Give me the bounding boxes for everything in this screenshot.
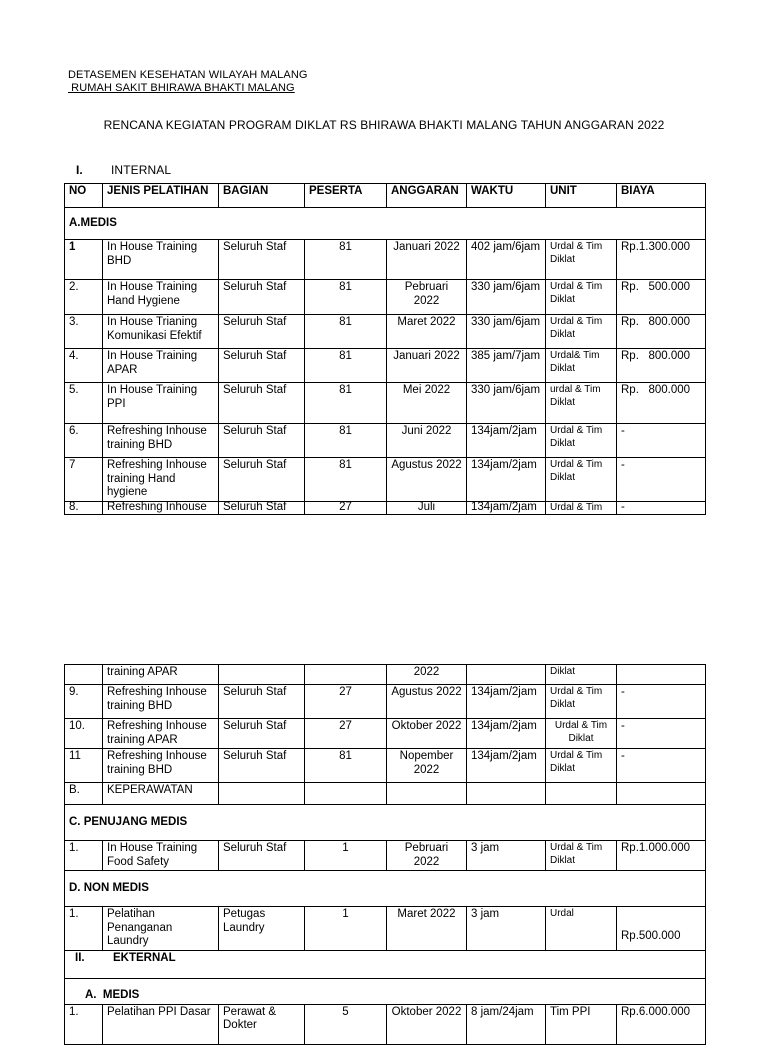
table-row [65, 685, 706, 719]
cell-unit: Urdal & Tim Diklat [546, 424, 617, 458]
cell-anggaran: Januari 2022 [387, 240, 467, 280]
cell-biaya: - [617, 458, 706, 502]
col-header-peserta: PESERTA [305, 184, 387, 208]
cell-waktu: 134jam/2jam [467, 749, 546, 783]
cell-no: 5. [65, 383, 103, 424]
cell-biaya: - [617, 424, 706, 458]
cell-jenis: In House Training PPI [103, 383, 219, 424]
group-row [65, 871, 706, 907]
col-header-waktu: WAKTU [467, 184, 546, 208]
training-table-page2 [64, 664, 706, 1045]
group-label-ext-medis: A. MEDIS [65, 978, 706, 1004]
cell-bagian: Seluruh Staf [219, 315, 305, 349]
section-2-label: EKTERNAL [113, 951, 176, 964]
cell-peserta [305, 665, 387, 685]
cell-biaya: - [617, 749, 706, 783]
table-row [65, 841, 706, 871]
cell-waktu: 134jam/2jam [467, 424, 546, 458]
cell-no: B. [65, 783, 103, 805]
cell-biaya: Rp.6.000.000 [617, 1004, 706, 1044]
cell-anggaran: Maret 2022 [387, 907, 467, 951]
cell-anggaran: 2022 [387, 665, 467, 685]
cell-jenis: Refreshing Inhouse training BHD [103, 424, 219, 458]
cell-waktu: 8 jam/24jam [467, 1004, 546, 1044]
cell-bagian: Seluruh Staf [219, 458, 305, 502]
cell-waktu: 330 jam/6jam [467, 315, 546, 349]
table-row [65, 665, 706, 685]
training-table-page1 [64, 183, 706, 515]
cell-waktu [467, 665, 546, 685]
table-row [65, 315, 706, 349]
cell-unit: Urdal & Tim Diklat [546, 749, 617, 783]
cell-waktu: 330 jam/6jam [467, 280, 546, 315]
cell-bagian: Perawat & Dokter [219, 1004, 305, 1044]
cell-unit: Urdal & Tim Diklat [546, 280, 617, 315]
cell-no: 2. [65, 280, 103, 315]
cell-bagian: Seluruh Staf [219, 349, 305, 383]
keperawatan-row [65, 783, 706, 805]
cell-no: 4. [65, 349, 103, 383]
cell-jenis: Refreshing Inhouse [103, 501, 219, 514]
cell-no: 9. [65, 685, 103, 719]
table-row [65, 501, 706, 514]
cell-biaya: Rp.500.000 [617, 907, 706, 951]
cell-jenis: Refreshing Inhouse training BHD [103, 749, 219, 783]
cell-anggaran: Januari 2022 [387, 349, 467, 383]
cell-unit: urdal & Tim Diklat [546, 383, 617, 424]
cell-peserta: 5 [305, 1004, 387, 1044]
cell-anggaran: Pebruari 2022 [387, 841, 467, 871]
cell-no: 3. [65, 315, 103, 349]
cell-anggaran: Juli [387, 501, 467, 514]
cell-waktu: 3 jam [467, 841, 546, 871]
cell-peserta: 81 [305, 280, 387, 315]
cell-biaya [617, 665, 706, 685]
cell-waktu: 330 jam/6jam [467, 383, 546, 424]
cell-unit: Urdal& Tim Diklat [546, 349, 617, 383]
cell-bagian: Seluruh Staf [219, 685, 305, 719]
table-header-row [65, 184, 706, 208]
cell-waktu: 134jam/2jam [467, 719, 546, 749]
cell-peserta: 81 [305, 458, 387, 502]
cell-no: 1. [65, 907, 103, 951]
table-row [65, 749, 706, 783]
cell-jenis: Pelatihan Penanganan Laundry [103, 907, 219, 951]
col-header-no: NO [65, 184, 103, 208]
cell-waktu: 385 jam/7jam [467, 349, 546, 383]
table-row [65, 907, 706, 951]
group-row [65, 208, 706, 240]
group-label-medis: A.MEDIS [65, 208, 706, 240]
cell-peserta: 81 [305, 315, 387, 349]
cell-biaya: - [617, 685, 706, 719]
cell-unit: Urdal & Tim Diklat [546, 315, 617, 349]
cell-no: 10. [65, 719, 103, 749]
cell-peserta: 81 [305, 424, 387, 458]
col-header-bagian: BAGIAN [219, 184, 305, 208]
cell-peserta: 27 [305, 501, 387, 514]
table-row [65, 349, 706, 383]
document-title: RENCANA KEGIATAN PROGRAM DIKLAT RS BHIRAWA BHAKTI MALANG TAHUN ANGGARAN 2022 [103, 118, 665, 132]
cell-unit: Urdal & Tim Diklat [546, 240, 617, 280]
cell-biaya: Rp.1.000.000 [617, 841, 706, 871]
cell-unit: Urdal & Tim [546, 501, 617, 514]
group-label-nonmedis: D. NON MEDIS [65, 871, 706, 907]
cell-waktu: 134jam/2jam [467, 501, 546, 514]
org-line-2: RUMAH SAKIT BHIRAWA BHAKTI MALANG [68, 82, 295, 94]
cell-bagian: Seluruh Staf [219, 841, 305, 871]
cell-waktu: 402 jam/6jam [467, 240, 546, 280]
cell-anggaran: Oktober 2022 [387, 719, 467, 749]
section-2-heading [65, 950, 706, 978]
cell-bagian: Seluruh Staf [219, 749, 305, 783]
cell-peserta: 1 [305, 841, 387, 871]
section-row [65, 950, 706, 978]
cell-no: 11 [65, 749, 103, 783]
cell-bagian [219, 665, 305, 685]
cell-jenis: In House Training Hand Hygiene [103, 280, 219, 315]
cell-jenis: In House Training APAR [103, 349, 219, 383]
cell-anggaran: Agustus 2022 [387, 458, 467, 502]
cell-biaya: Rp. 800.000 [617, 349, 706, 383]
cell-jenis: training APAR [103, 665, 219, 685]
cell-peserta: 81 [305, 349, 387, 383]
cell-unit: Urdal & Tim Diklat [546, 685, 617, 719]
cell-no: 1 [65, 240, 103, 280]
col-header-anggaran: ANGGARAN [387, 184, 467, 208]
cell-peserta: 27 [305, 685, 387, 719]
cell-biaya: - [617, 501, 706, 514]
cell-jenis: Refreshing Inhouse training APAR [103, 719, 219, 749]
group-row [65, 805, 706, 841]
col-header-unit: UNIT [546, 184, 617, 208]
cell-anggaran: Mei 2022 [387, 383, 467, 424]
section-label: INTERNAL [111, 163, 172, 177]
cell-jenis: In House Trianing Komunikasi Efektif [103, 315, 219, 349]
group-label-penunjang: C. PENUJANG MEDIS [65, 805, 706, 841]
cell-peserta: 81 [305, 749, 387, 783]
table-row [65, 424, 706, 458]
table-row [65, 719, 706, 749]
cell-peserta: 27 [305, 719, 387, 749]
cell-anggaran: Juni 2022 [387, 424, 467, 458]
cell-waktu: 3 jam [467, 907, 546, 951]
cell-bagian: Seluruh Staf [219, 280, 305, 315]
table-row [65, 383, 706, 424]
cell-jenis: In House Training BHD [103, 240, 219, 280]
keperawatan-label: KEPERAWATAN [103, 783, 219, 805]
cell-jenis: Refreshing Inhouse training BHD [103, 685, 219, 719]
cell-bagian: Petugas Laundry [219, 907, 305, 951]
table-row [65, 240, 706, 280]
cell-waktu: 134jam/2jam [467, 685, 546, 719]
org-line-1: DETASEMEN KESEHATAN WILAYAH MALANG [68, 69, 308, 81]
cell-biaya: Rp. 800.000 [617, 383, 706, 424]
cell-bagian: Seluruh Staf [219, 501, 305, 514]
cell-jenis: In House Training Food Safety [103, 841, 219, 871]
cell-anggaran: Nopember 2022 [387, 749, 467, 783]
cell-unit: Urdal & Tim Diklat [546, 719, 617, 749]
cell-peserta: 1 [305, 907, 387, 951]
cell-anggaran: Pebruari 2022 [387, 280, 467, 315]
group-row [65, 978, 706, 1004]
cell-unit: Diklat [546, 665, 617, 685]
table-row [65, 280, 706, 315]
cell-anggaran: Oktober 2022 [387, 1004, 467, 1044]
cell-peserta: 81 [305, 240, 387, 280]
cell-waktu: 134jam/2jam [467, 458, 546, 502]
cell-unit: Tim PPI [546, 1004, 617, 1044]
cell-no: 1. [65, 1004, 103, 1044]
section-number: I. [76, 163, 83, 177]
section-2-number: II. [75, 951, 85, 964]
cell-biaya: Rp. 800.000 [617, 315, 706, 349]
cell-no: 6. [65, 424, 103, 458]
cell-no [65, 665, 103, 685]
cell-peserta: 81 [305, 383, 387, 424]
table-row [65, 458, 706, 502]
cell-bagian: Seluruh Staf [219, 240, 305, 280]
cell-jenis: Pelatihan PPI Dasar [103, 1004, 219, 1044]
cell-anggaran: Maret 2022 [387, 315, 467, 349]
cell-bagian: Seluruh Staf [219, 383, 305, 424]
cell-anggaran: Agustus 2022 [387, 685, 467, 719]
cell-bagian: Seluruh Staf [219, 719, 305, 749]
cell-no: 7 [65, 458, 103, 502]
cell-unit: Urdal [546, 907, 617, 951]
col-header-jenis: JENIS PELATIHAN [103, 184, 219, 208]
cell-jenis: Refreshing Inhouse training Hand hygiene [103, 458, 219, 502]
cell-no: 8. [65, 501, 103, 514]
cell-bagian: Seluruh Staf [219, 424, 305, 458]
col-header-biaya: BIAYA [617, 184, 706, 208]
cell-biaya: - [617, 719, 706, 749]
cell-no: 1. [65, 841, 103, 871]
cell-biaya: Rp.1.300.000 [617, 240, 706, 280]
cell-unit: Urdal & Tim Diklat [546, 458, 617, 502]
table-row [65, 1004, 706, 1044]
cell-unit: Urdal & Tim Diklat [546, 841, 617, 871]
cell-biaya: Rp. 500.000 [617, 280, 706, 315]
